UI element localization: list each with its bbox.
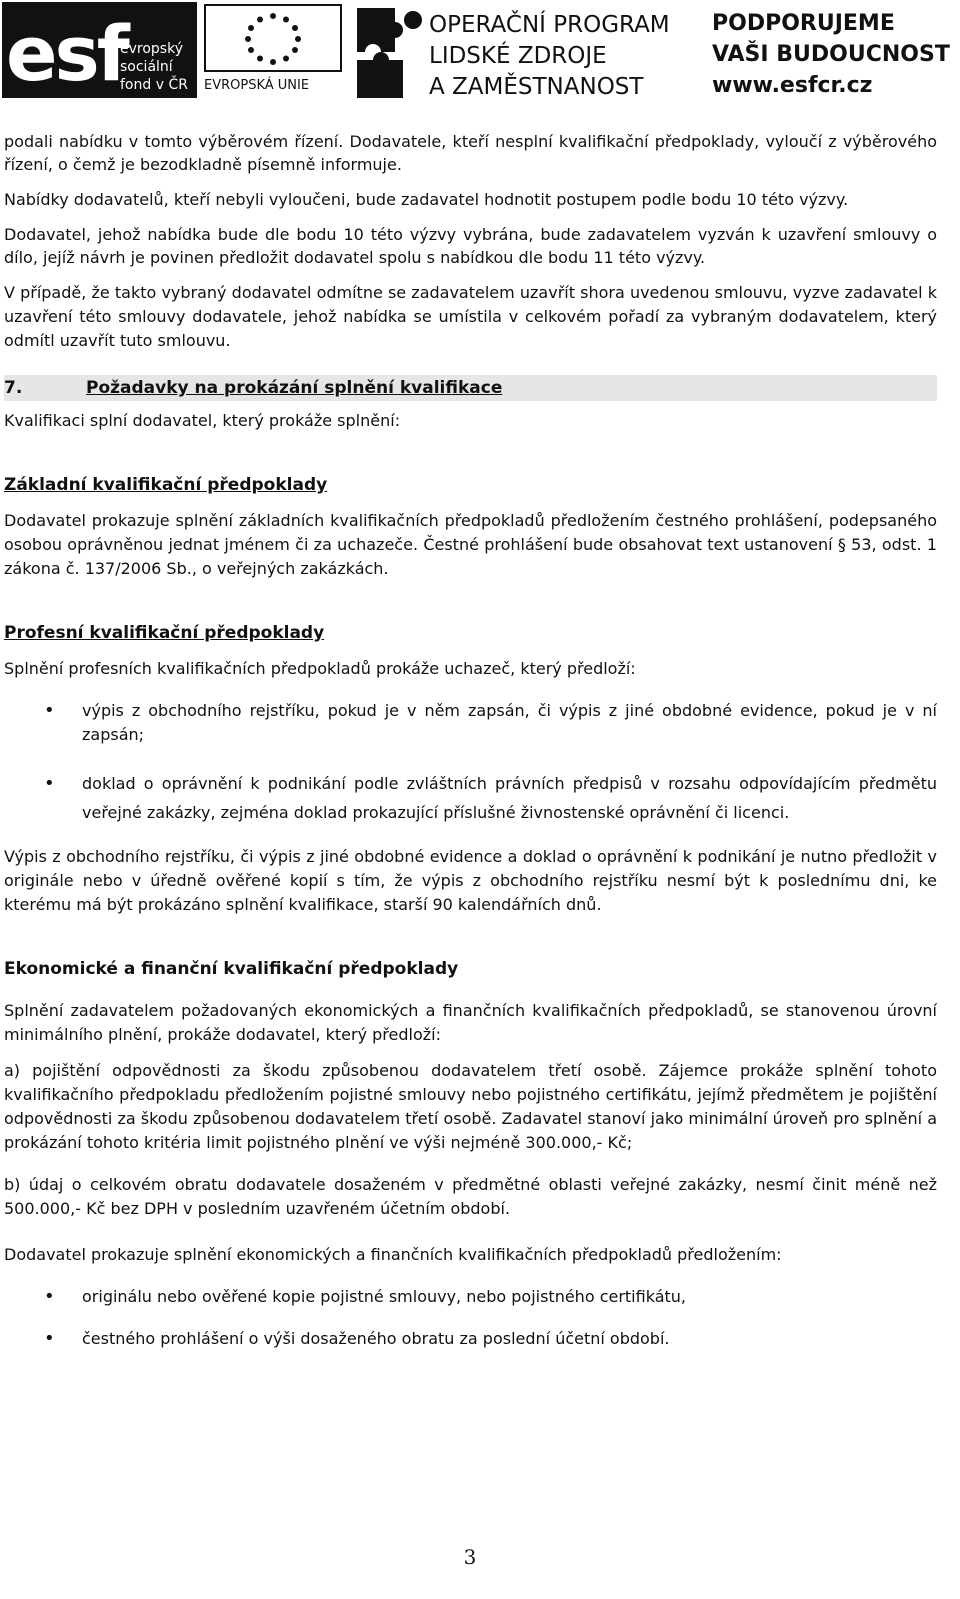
list-item: • čestného prohlášení o výši dosaženého obratu za poslední účetní období. bbox=[4, 1327, 937, 1351]
professional-heading: Profesní kvalifikační předpoklady bbox=[4, 623, 325, 643]
paragraph-evaluation: Nabídky dodavatelů, kteří nebyli vyloučeni, bude zadavatel hodnotit postupem podle bodu 10 této výzvy. bbox=[4, 190, 849, 209]
puzzle-icon bbox=[353, 2, 425, 98]
op-lz-text bbox=[429, 10, 670, 103]
op-line-3: A ZAMĚSTNANOST bbox=[429, 74, 644, 100]
basic-text: Dodavatel prokazuje splnění základních kvalifikačních předpokladů předložením čestného prohlášení, podepsaného osobou oprávněnou jednat jménem či za uchazeče. Čestné prohlášení bude obsahovat text ustanovení § 53, odst. 1 zákona č. 137/2006 Sb., o veřejných zakázkách. bbox=[4, 511, 937, 578]
basic-heading: Základní kvalifikační předpoklady bbox=[4, 475, 328, 495]
page-number: 3 bbox=[463, 1545, 477, 1569]
economic-item-b: b) údaj o celkovém obratu dodavatele dosaženém v předmětné oblasti veřejné zakázky, nesmí činit méně než 500.000,- Kč bez DPH v posledním uzavřeném účetním období. bbox=[4, 1175, 937, 1218]
professional-list bbox=[4, 699, 937, 827]
paragraph-refusal: V případě, že takto vybraný dodavatel odmítne se zadavatelem uzavřít shora uvedenou smlouvu, vyzve zadavatel k uzavření této smlouvy dodavatele, jehož nabídka se umístila v celkovém pořadí za vybraným dodavatelem, který odmítl uzavřít tuto smlouvu. bbox=[4, 283, 937, 350]
op-line-2: LIDSKÉ ZDROJE bbox=[429, 43, 607, 69]
eu-logo bbox=[202, 2, 346, 98]
section-title bbox=[4, 375, 937, 401]
economic-list bbox=[4, 1285, 937, 1351]
document-body bbox=[4, 130, 937, 1351]
support-url: www.esfcr.cz bbox=[712, 73, 873, 98]
support-line-2: VAŠI BUDOUCNOST bbox=[712, 42, 950, 67]
paragraph-exclusion: podali nabídku v tomto výběrovém řízení. Dodavatele, kteří nesplní kvalifikační předpoklady, vyloučí z výběrového řízení, o čemž je bezodkladně písemně informuje. bbox=[4, 132, 937, 174]
economic-intro: Splnění zadavatelem požadovaných ekonomických a finančních kvalifikačních předpokladů, se stanovenou úrovní minimálního plnění, prokáže dodavatel, který předloží: bbox=[4, 1001, 937, 1044]
support-line-1: PODPORUJEME bbox=[712, 11, 895, 36]
paragraph-contract: Dodavatel, jehož nabídka bude dle bodu 10 této výzvy vybrána, bude zadavatelem vyzván k uzavření smlouvy o dílo, jejíž návrh je povinen předložit dodavatel spolu s nabídkou dle bodu 11 této výzvy. bbox=[4, 225, 937, 267]
support-slogan bbox=[712, 8, 950, 101]
header-logos bbox=[0, 0, 960, 104]
section-intro: Kvalifikaci splní dodavatel, který prokáže splnění: bbox=[4, 411, 401, 430]
op-lz-logo bbox=[353, 2, 735, 98]
section-number: 7. bbox=[4, 378, 23, 398]
op-line-1: OPERAČNÍ PROGRAM bbox=[429, 12, 670, 38]
eu-caption: EVROPSKÁ UNIE bbox=[204, 78, 310, 93]
professional-outro: Výpis z obchodního rejstříku, či výpis z jiné obdobné evidence a doklad o oprávnění k podnikání je nutno předložit v originále nebo v úředně ověřené kopií s tím, že výpis z obchodního rejstříku nesmí být k poslednímu dni, ke kterému má být prokázáno splnění kvalifikace, starší 90 kalendářních dnů. bbox=[4, 847, 937, 914]
esf-line-2: sociální bbox=[120, 59, 173, 75]
professional-intro: Splnění profesních kvalifikačních předpokladů prokáže uchazeč, který předloží: bbox=[4, 659, 636, 678]
list-item: • originálu nebo ověřené kopie pojistné smlouvy, nebo pojistného certifikátu, bbox=[4, 1285, 937, 1309]
economic-item-a: a) pojištění odpovědnosti za škodu způsobenou dodavatelem třetí osobě. Zájemce prokáže splnění tohoto kvalifikačního předpokladu předložením pojistné smlouvy nebo pojistného certifikátu, jejímž předmětem je pojištění odpovědnosti za škodu způsobenou dodavatelem třetí osobě. Zadavatel stanoví jako minimální úroveň pro splnění a prokázání tohoto kritéria limit pojistného plnění ve výši nejméně 300.000,- Kč; bbox=[4, 1061, 937, 1152]
economic-proof-intro: Dodavatel prokazuje splnění ekonomických a finančních kvalifikačních předpokladů předložením: bbox=[4, 1245, 782, 1264]
list-item: • doklad o oprávnění k podnikání podle zvláštních právních předpisů v rozsahu odpovídajícím předmětu veřejné zakázky, zejména doklad prokazující příslušné živnostenské oprávnění či licenci. bbox=[4, 769, 937, 827]
esf-line-3: fond v ČR bbox=[120, 77, 188, 93]
esf-logo-text bbox=[120, 40, 188, 94]
esf-line-1: evropský bbox=[120, 41, 183, 57]
esf-logo-mark: esf bbox=[6, 9, 127, 98]
esf-logo bbox=[2, 2, 197, 98]
eu-flag-icon bbox=[204, 4, 342, 72]
section-title-text: Požadavky na prokázání splnění kvalifikace bbox=[86, 378, 503, 398]
list-item: • výpis z obchodního rejstříku, pokud je v něm zapsán, či výpis z jiné obdobné evidence, pokud je v ní zapsán; bbox=[4, 699, 937, 747]
economic-heading: Ekonomické a finanční kvalifikační předpoklady bbox=[4, 959, 459, 979]
